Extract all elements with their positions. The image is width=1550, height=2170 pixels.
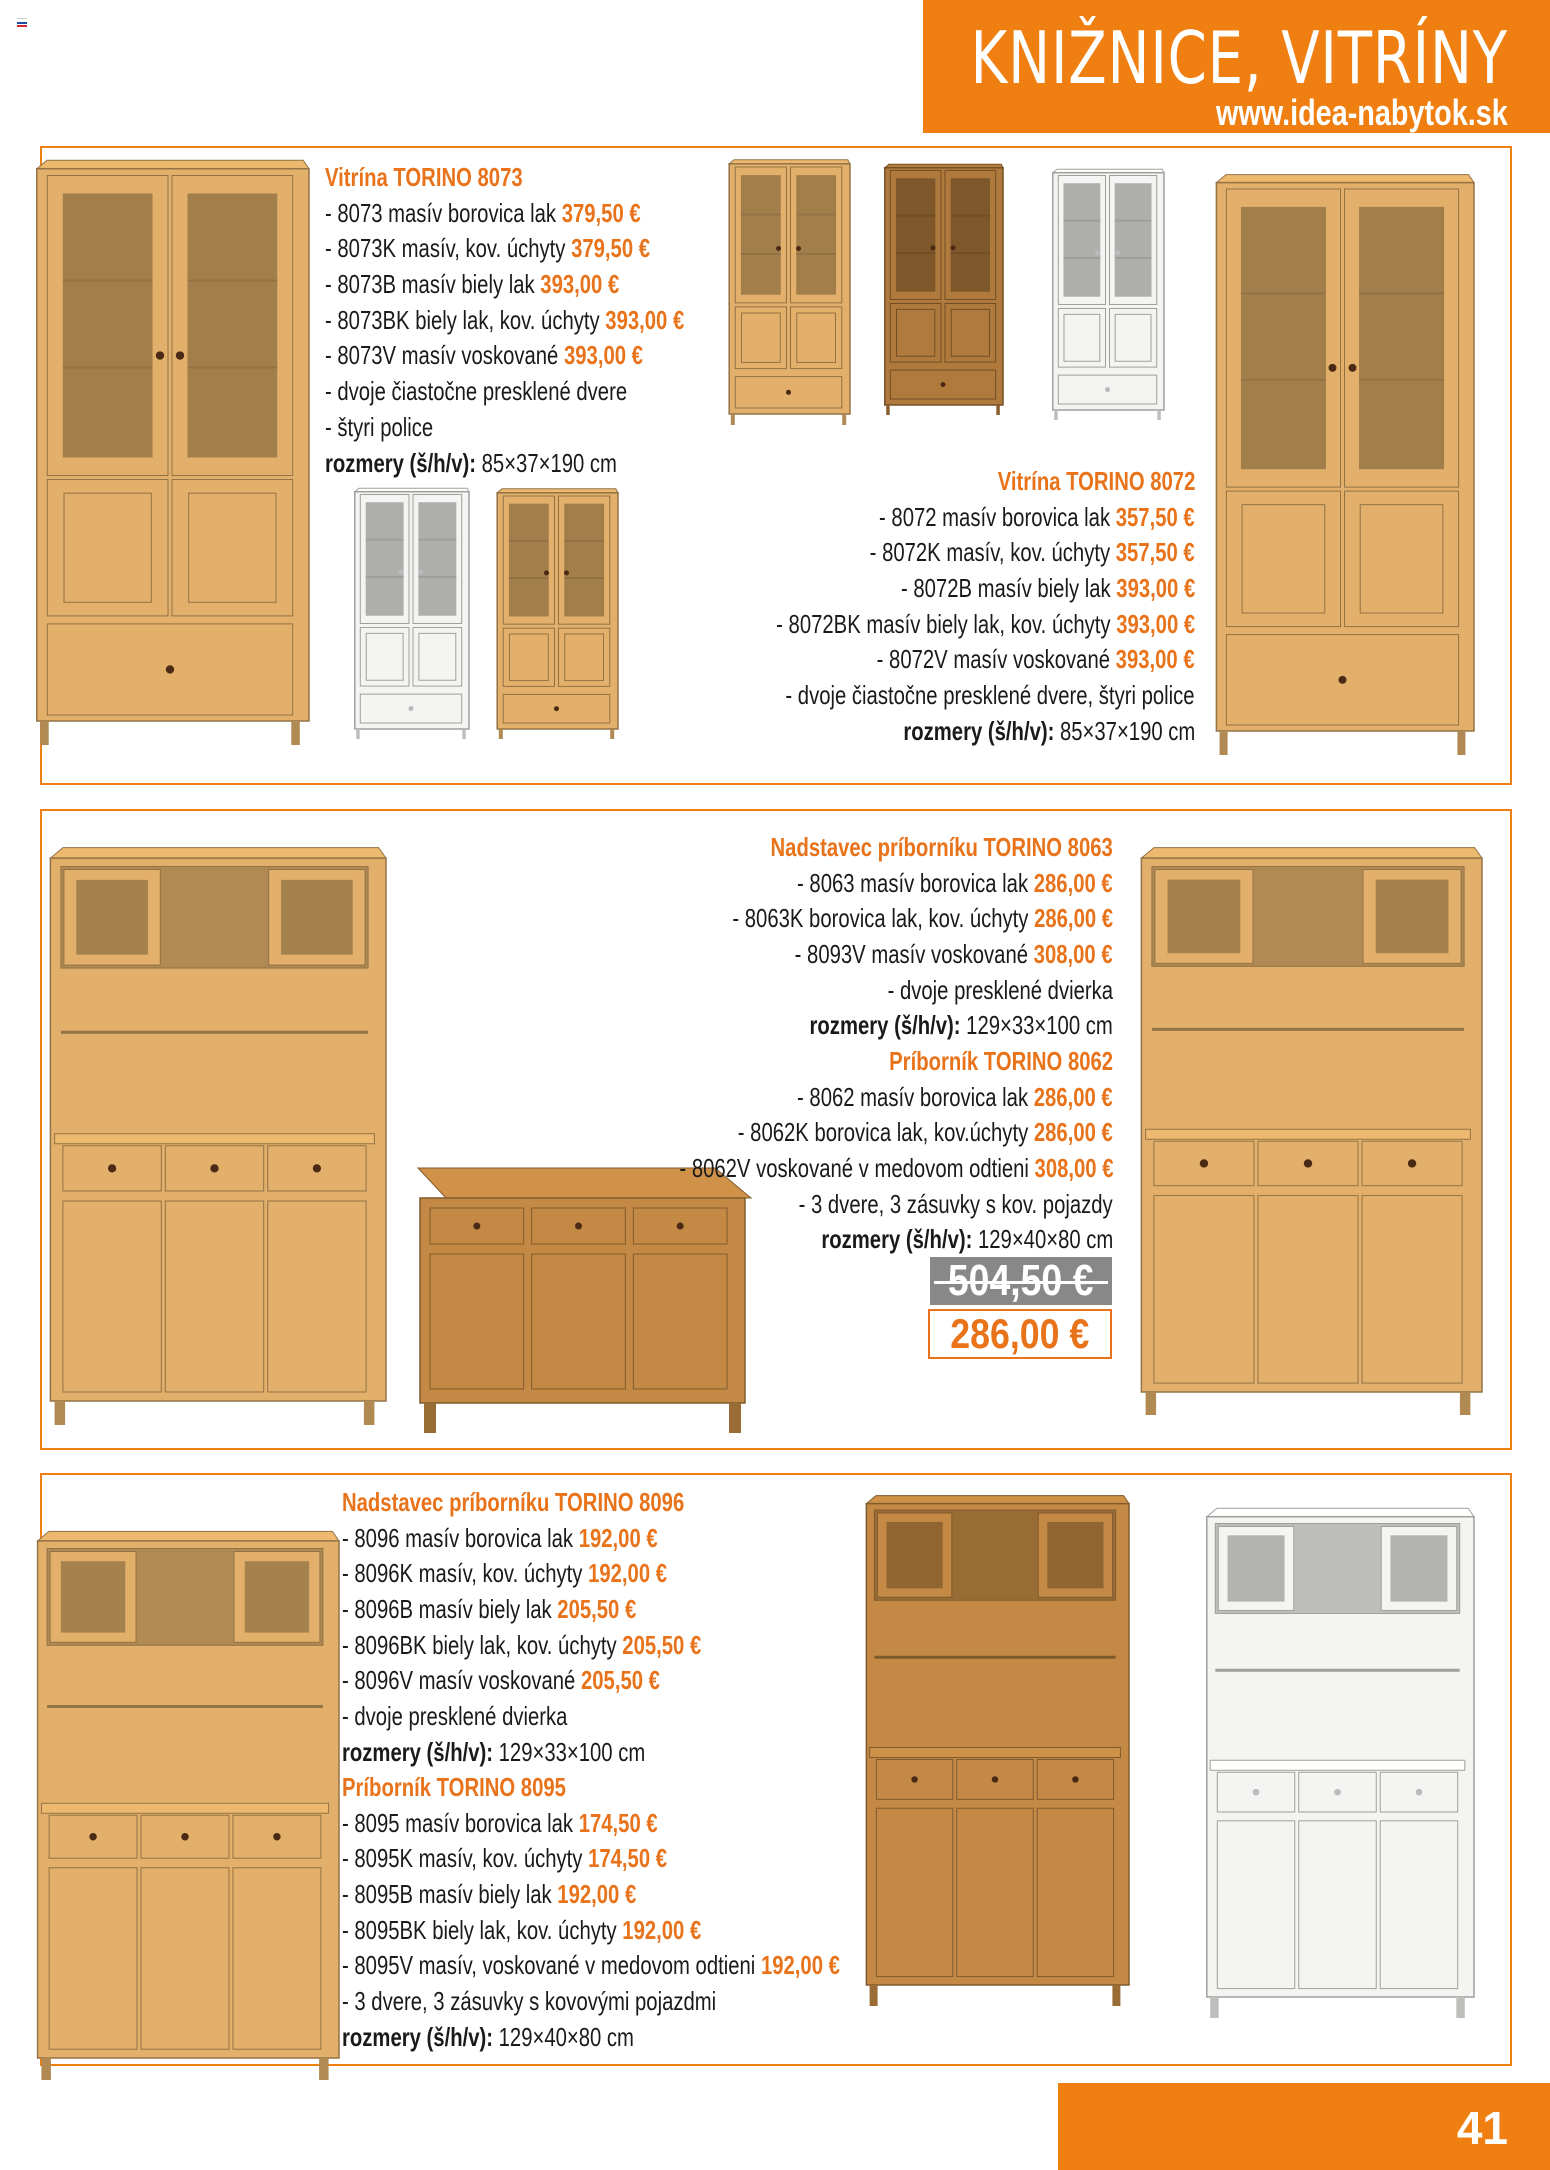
price: 379,50 € <box>571 233 651 264</box>
spec-line <box>342 1521 803 1557</box>
dimensions-label: rozmery (š/h/v): <box>342 1736 494 1767</box>
spec-line <box>557 1115 1113 1151</box>
spec-line <box>325 374 786 410</box>
spec-line <box>658 535 1195 571</box>
spec-text: 129×40×80 cm <box>972 1224 1113 1255</box>
spec-line <box>625 901 1113 937</box>
product-title: Vitrína TORINO 8073 <box>325 162 523 192</box>
vitrina-8073-white-image <box>352 484 470 739</box>
spec-text: - 8063K borovica lak, kov. úchyty <box>732 903 1035 934</box>
spec-text: - 8072V masív voskované <box>877 644 1117 675</box>
product-title: Nadstavec príborníku TORINO 8063 <box>770 832 1113 862</box>
spec-line <box>325 410 786 446</box>
spec-text: - 8073BK biely lak, kov. úchyty <box>325 304 606 335</box>
dimensions-label: rozmery (š/h/v): <box>342 2021 494 2052</box>
price: 174,50 € <box>588 1843 668 1874</box>
website-link[interactable]: www.idea-nabytok.sk <box>1216 92 1508 133</box>
spec-line <box>342 1592 803 1628</box>
block-torino-8072 <box>658 464 1195 750</box>
dimensions-line <box>342 2020 980 2056</box>
price: 286,00 € <box>1034 1081 1113 1112</box>
spec-text: 85×37×190 cm <box>476 447 617 478</box>
dimensions-line <box>658 714 1195 750</box>
price: 205,50 € <box>622 1629 702 1660</box>
spec-line <box>325 338 786 374</box>
product-title-line <box>342 1485 803 1521</box>
price: 286,00 € <box>1034 867 1113 898</box>
sale-price-tag: 286,00 € <box>928 1309 1112 1359</box>
spec-text: - 8072 masív borovica lak <box>879 501 1117 532</box>
spec-line <box>342 1913 980 1949</box>
page-number: 41 <box>1456 2102 1508 2154</box>
pribornik-8063-set-image <box>42 835 387 1425</box>
spec-line <box>342 1877 980 1913</box>
price: 192,00 € <box>760 1950 840 1981</box>
spec-text: - 8072B masív biely lak <box>900 573 1117 604</box>
product-title: Vitrína TORINO 8072 <box>997 466 1195 496</box>
page-number-box <box>1058 2083 1550 2170</box>
spec-line <box>658 571 1195 607</box>
spec-text: - 8062V voskované v medovom odtieni <box>678 1153 1035 1184</box>
spec-line <box>557 1187 1113 1223</box>
spec-text: - 8095BK biely lak, kov. úchyty <box>342 1914 623 1945</box>
spec-text: - 8095 masív borovica lak <box>342 1807 579 1838</box>
spec-text: - dvoje presklené dvierka <box>887 974 1113 1005</box>
block-torino-8096 <box>342 1485 803 1771</box>
vitrina-8072-large-image <box>1210 165 1475 755</box>
dimensions-line <box>625 1008 1113 1044</box>
spec-text: - 8096 masív borovica lak <box>342 1522 579 1553</box>
price: 357,50 € <box>1116 501 1195 532</box>
spec-line <box>658 642 1195 678</box>
pribornik-8096-set-image <box>30 1520 340 2080</box>
spec-line <box>557 1080 1113 1116</box>
product-title-line <box>342 1770 980 1806</box>
spec-text: - 8096K masív, kov. úchyty <box>342 1558 589 1589</box>
price: 393,00 € <box>605 304 685 335</box>
price: 393,00 € <box>540 269 620 300</box>
vitrina-8072-honey-image <box>882 160 1004 415</box>
price: 308,00 € <box>1034 939 1113 970</box>
spec-text: - 8063 masív borovica lak <box>797 867 1035 898</box>
price: 393,00 € <box>1116 573 1195 604</box>
spec-line <box>342 1806 980 1842</box>
spec-line <box>325 231 786 267</box>
product-title-line <box>625 830 1113 866</box>
spec-text: - dvoje čiastočne presklené dvere, štyri police <box>785 680 1195 711</box>
price: 286,00 € <box>1034 903 1113 934</box>
product-title-line <box>325 160 786 196</box>
spec-text: 129×33×100 cm <box>960 1010 1113 1041</box>
price: 192,00 € <box>588 1558 668 1589</box>
spec-text: 129×33×100 cm <box>493 1736 646 1767</box>
price: 174,50 € <box>578 1807 658 1838</box>
spec-text: - 8062K borovica lak, kov.úchyty <box>737 1117 1035 1148</box>
spec-text: - 8062 masív borovica lak <box>797 1081 1035 1112</box>
spec-text: - 8072BK masív biely lak, kov. úchyty <box>776 608 1117 639</box>
block-torino-8062 <box>557 1044 1113 1258</box>
spec-line <box>658 678 1195 714</box>
spec-line <box>342 1663 803 1699</box>
spec-text: - 3 dvere, 3 zásuvky s kov. pojazdy <box>798 1188 1113 1219</box>
spec-line <box>325 303 786 339</box>
spec-text: - 8095B masív biely lak <box>342 1879 558 1910</box>
spec-text: - 8073V masív voskované <box>325 340 564 371</box>
product-title-line <box>557 1044 1113 1080</box>
spec-line <box>342 1556 803 1592</box>
spec-text: - 8095K masív, kov. úchyty <box>342 1843 589 1874</box>
spec-text: - štyri police <box>325 411 434 442</box>
spec-text: - 8096B masív biely lak <box>342 1594 558 1625</box>
price: 357,50 € <box>1116 537 1195 568</box>
spec-text: - 3 dvere, 3 zásuvky s kovovými pojazdmi <box>342 1986 717 2017</box>
price: 205,50 € <box>557 1594 637 1625</box>
vitrina-8073-waxed-image <box>494 484 619 739</box>
spec-text: - 8072K masív, kov. úchyty <box>869 537 1117 568</box>
spec-line <box>658 607 1195 643</box>
spec-line <box>658 500 1195 536</box>
product-title: Nadstavec príborníku TORINO 8096 <box>342 1487 685 1517</box>
vitrina-8073-pine-image <box>30 150 310 745</box>
spec-text: - 8073B masív biely lak <box>325 269 541 300</box>
spec-line <box>325 267 786 303</box>
spec-text: - 8096BK biely lak, kov. úchyty <box>342 1629 623 1660</box>
pribornik-8095-white-image <box>1200 1498 1475 2018</box>
dimensions-label: rozmery (š/h/v): <box>903 715 1055 746</box>
spec-text: 85×37×190 cm <box>1054 715 1195 746</box>
spec-text: - 8096V masív voskované <box>342 1665 581 1696</box>
spec-text: - dvoje čiastočne presklené dvere <box>325 376 628 407</box>
price: 192,00 € <box>578 1522 658 1553</box>
dimensions-label: rozmery (š/h/v): <box>809 1010 961 1041</box>
price: 205,50 € <box>580 1665 660 1696</box>
spec-text: - dvoje presklené dvierka <box>342 1701 568 1732</box>
product-title: Príborník TORINO 8062 <box>889 1046 1113 1076</box>
price: 308,00 € <box>1034 1153 1113 1184</box>
spec-line <box>342 1628 803 1664</box>
spec-line <box>625 973 1113 1009</box>
page-title: KNIŽNICE, VITRÍNY <box>970 16 1508 100</box>
price: 192,00 € <box>622 1914 702 1945</box>
spec-line <box>342 1841 980 1877</box>
pribornik-8063-set-right-image <box>1133 835 1483 1415</box>
language-flag-icon <box>17 18 27 26</box>
spec-text: - 8095V masív, voskované v medovom odtieni <box>342 1950 761 1981</box>
dimensions-line <box>557 1222 1113 1258</box>
spec-line <box>342 1948 980 1984</box>
block-torino-8095 <box>342 1770 980 2056</box>
price: 393,00 € <box>1116 644 1195 675</box>
product-title-line <box>658 464 1195 500</box>
block-torino-8063 <box>625 830 1113 1044</box>
dimensions-label: rozmery (š/h/v): <box>325 447 477 478</box>
spec-line <box>625 937 1113 973</box>
price: 286,00 € <box>1034 1117 1113 1148</box>
old-price-tag: 504,50 € <box>930 1257 1112 1305</box>
price: 393,00 € <box>563 340 643 371</box>
spec-line <box>342 1699 803 1735</box>
spec-text: - 8073K masív, kov. úchyty <box>325 233 572 264</box>
spec-text: - 8093V masív voskované <box>795 939 1035 970</box>
price: 192,00 € <box>557 1879 637 1910</box>
spec-text: 129×40×80 cm <box>493 2021 634 2052</box>
spec-line <box>325 196 786 232</box>
page-header <box>923 0 1550 133</box>
spec-text: - 8073 masív borovica lak <box>325 197 562 228</box>
dimensions-label: rozmery (š/h/v): <box>821 1224 973 1255</box>
block-torino-8073 <box>325 160 786 481</box>
spec-line <box>342 1984 980 2020</box>
dimensions-line <box>342 1735 803 1771</box>
product-title: Príborník TORINO 8095 <box>342 1772 566 1802</box>
vitrina-8072-white-image <box>1050 165 1165 420</box>
price: 379,50 € <box>561 197 641 228</box>
price: 393,00 € <box>1116 608 1195 639</box>
spec-line <box>625 866 1113 902</box>
spec-line <box>557 1151 1113 1187</box>
